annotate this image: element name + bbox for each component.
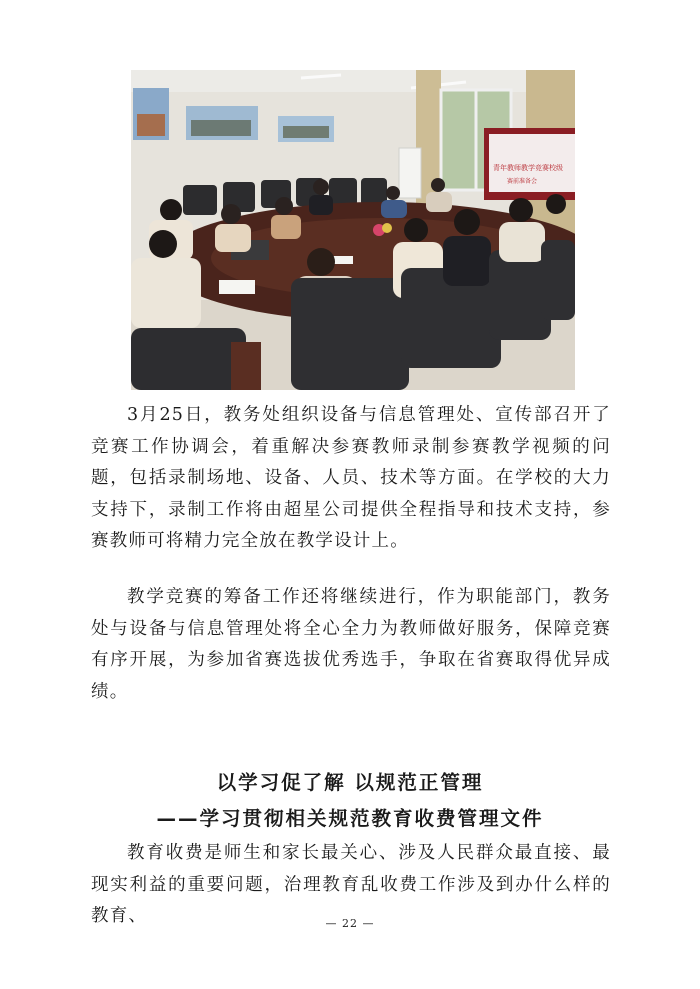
- page-number: — 22 —: [325, 917, 375, 930]
- paragraph-1: 3月25日，教务处组织设备与信息管理处、宣传部召开了竞赛工作协调会，着重解决参赛教师录制参赛教学视频的问题，包括录制场地、设备、人员、技术等方面。在学校的大力支持下，录制工作将由超星公司提供全程指导和技术支持，参赛教师可将精力完全放在教学设计上。: [91, 405, 611, 551]
- paragraph-2: 教学竞赛的筹备工作还将继续进行，作为职能部门，教务处与设备与信息管理处将全心全力为教师做好服务，保障竞赛有序开展，为参加省赛选拔优秀选手，争取在省赛取得优异成绩。: [91, 587, 611, 702]
- paragraph-3: 教育收费是师生和家长最关心、涉及人民群众最直接、最现实利益的重要问题，治理教育乱收费工作涉及到办什么样的教育、: [91, 843, 611, 926]
- section-subtitle: ——学习贯彻相关规范教育收费管理文件: [156, 807, 544, 830]
- screen-title-line1: 青年教师教学竞赛校级: [493, 164, 563, 172]
- screen-title-line2: 赛前准备会: [507, 178, 538, 185]
- section-title: 以学习促了解 以规范正管理: [216, 771, 484, 794]
- meeting-photo: [131, 70, 575, 390]
